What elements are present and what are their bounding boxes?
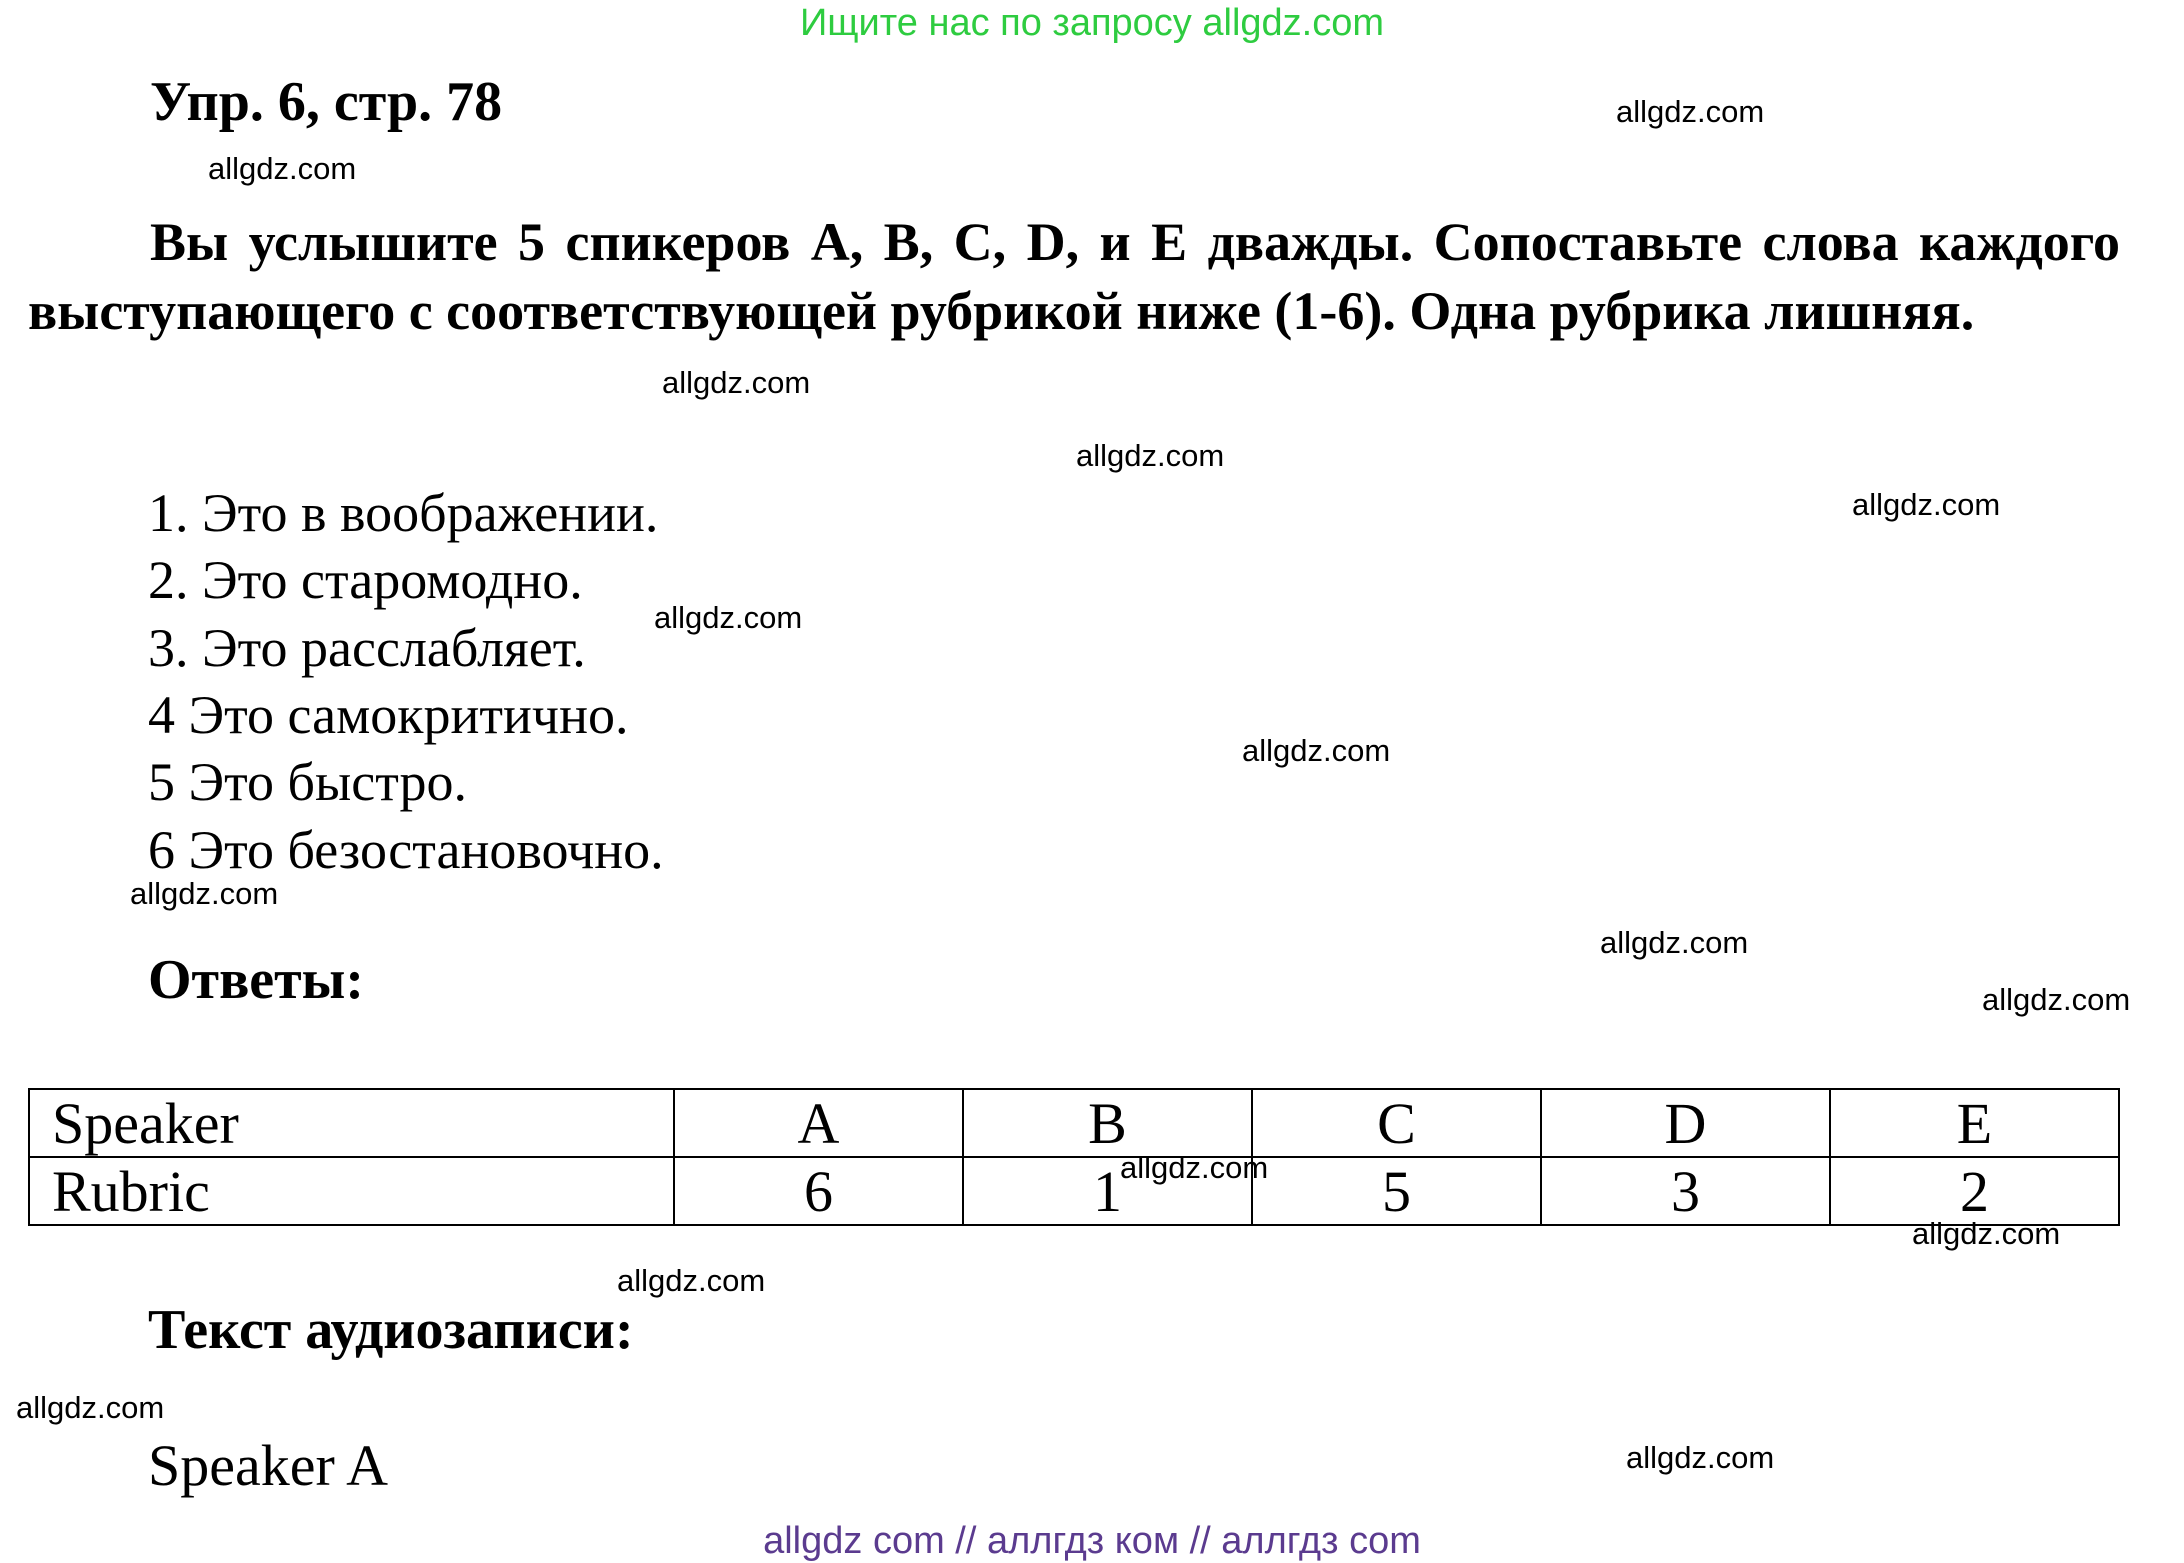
header-cell-b: B: [963, 1089, 1252, 1157]
rubric-label-cell: Rubric: [29, 1157, 674, 1225]
watermark: allgdz.com: [1982, 982, 2131, 1017]
watermark: allgdz.com: [130, 876, 279, 911]
watermark: allgdz.com: [1120, 1150, 1269, 1185]
watermark: allgdz.com: [1600, 925, 1749, 960]
watermark: allgdz.com: [1076, 438, 1225, 473]
rubric-item-6: 6 Это безостановочно.: [148, 820, 664, 880]
answer-cell-d: 3: [1541, 1157, 1830, 1225]
exercise-title: Упр. 6, стр. 78: [150, 71, 503, 133]
answers-table: [28, 1088, 2120, 1226]
answer-cell-a: 6: [674, 1157, 963, 1225]
instructions-text: Вы услышите 5 спикеров A, B, C, D, и E дважды. Сопоставьте слова каждого выступающего с соответствующей рубрикой ниже (1-6). Одна рубрика лишняя.: [28, 212, 2120, 341]
watermark: allgdz.com: [662, 365, 811, 400]
audio-transcript-heading: Текст аудиозаписи:: [148, 1299, 634, 1361]
watermark: allgdz.com: [1852, 487, 2001, 522]
answer-cell-e: 2: [1830, 1157, 2119, 1225]
table-header-row: [29, 1089, 2119, 1157]
header-cell-e: E: [1830, 1089, 2119, 1157]
rubric-item-1: 1. Это в воображении.: [148, 483, 659, 543]
rubric-item-4: 4 Это самокритично.: [148, 685, 629, 745]
answer-cell-b: 1: [963, 1157, 1252, 1225]
rubric-item-2: 2. Это старомодно.: [148, 550, 583, 610]
header-cell-a: A: [674, 1089, 963, 1157]
watermark: allgdz.com: [208, 151, 357, 186]
speaker-a-label: Speaker A: [148, 1433, 388, 1498]
rubric-item-3: 3. Это расслабляет.: [148, 618, 586, 678]
bottom-banner: allgdz com // аллгдз ком // аллгдз com: [763, 1520, 1421, 1562]
header-cell-d: D: [1541, 1089, 1830, 1157]
header-speaker-cell: Speaker: [29, 1089, 674, 1157]
answers-heading: Ответы:: [148, 949, 365, 1011]
watermark: allgdz.com: [16, 1390, 165, 1425]
rubric-item-5: 5 Это быстро.: [148, 752, 468, 812]
watermark: allgdz.com: [1242, 733, 1391, 768]
answer-cell-c: 5: [1252, 1157, 1541, 1225]
watermark: allgdz.com: [654, 600, 803, 635]
header-cell-c: C: [1252, 1089, 1541, 1157]
top-banner: Ищите нас по запросу allgdz.com: [799, 2, 1384, 44]
watermark: allgdz.com: [1616, 94, 1765, 129]
watermark: allgdz.com: [1626, 1440, 1775, 1475]
watermark: allgdz.com: [1912, 1216, 2061, 1251]
watermark: allgdz.com: [617, 1263, 766, 1298]
table-answer-row: [29, 1157, 2119, 1225]
